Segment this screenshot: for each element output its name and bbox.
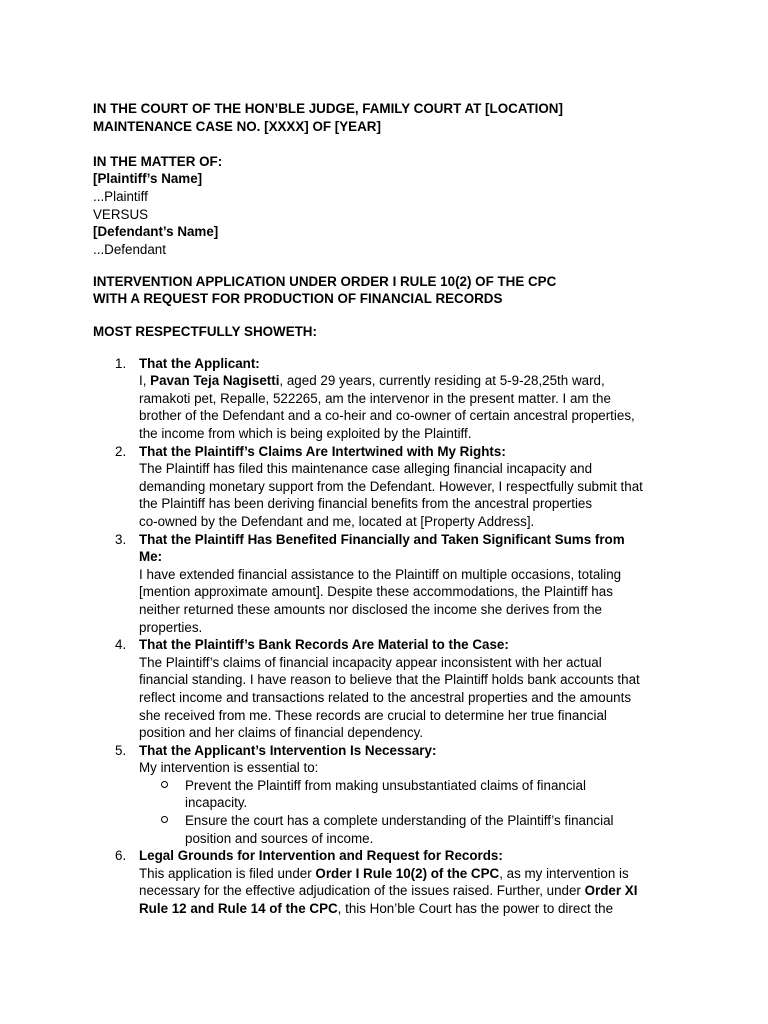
- versus-label: VERSUS: [93, 206, 149, 222]
- sub-item-line: Prevent the Plaintiff from making unsubstantiated claims of financial: [185, 777, 586, 793]
- body-text: This application is filed under: [139, 865, 316, 881]
- item-body-line: the Plaintiff has been deriving financial benefits from the ancestral properties: [139, 496, 593, 512]
- application-subtitle: WITH A REQUEST FOR PRODUCTION OF FINANCIAL RECORDS: [93, 291, 503, 307]
- showeth-heading: MOST RESPECTFULLY SHOWETH:: [93, 323, 317, 339]
- item-body-line: [139, 900, 683, 918]
- plaintiff-name: [Plaintiff’s Name]: [93, 171, 203, 187]
- item-heading: That the Applicant’s Intervention Is Necessary:: [139, 742, 437, 758]
- item-number: 5.: [115, 742, 127, 758]
- item-number: 1.: [115, 355, 127, 371]
- item-body-line: I have extended financial assistance to the Plaintiff on multiple occasions, totaling: [139, 566, 622, 582]
- case-number: MAINTENANCE CASE NO. [XXXX] OF [YEAR]: [93, 118, 381, 134]
- plaintiff-role: ...Plaintiff: [93, 188, 148, 204]
- item-heading: Legal Grounds for Intervention and Request for Records:: [139, 848, 503, 864]
- list-item: [93, 531, 683, 637]
- item-number: 6.: [115, 848, 127, 864]
- item-body-line: brother of the Defendant and a co-heir and co-owner of certain ancestral properties,: [139, 408, 635, 424]
- item-body-line: financial standing. I have reason to believe that the Plaintiff holds bank accounts that: [139, 672, 640, 688]
- sub-item-line: Ensure the court has a complete understanding of the Plaintiff’s financial: [185, 813, 614, 829]
- bold-text: Order XI: [584, 883, 638, 899]
- item-body-line: The Plaintiff has filed this maintenance case alleging financial incapacity and: [139, 461, 593, 477]
- bold-text: Rule 12 and Rule 14 of the CPC: [139, 901, 338, 917]
- body-text: I,: [139, 373, 151, 389]
- court-heading: IN THE COURT OF THE HON’BLE JUDGE, FAMILY COURT AT [LOCATION]: [93, 101, 563, 116]
- matter-label: IN THE MATTER OF:: [93, 153, 223, 169]
- bold-text: Pavan Teja Nagisetti: [150, 373, 280, 389]
- body-text: , this Hon’ble Court has the power to direct the: [337, 901, 614, 917]
- list-item: [93, 355, 683, 443]
- item-body-line: co-owned by the Defendant and me, located at [Property Address].: [139, 513, 535, 529]
- parties-block: [93, 153, 683, 259]
- item-number: 4.: [115, 637, 127, 653]
- item-body-line: The Plaintiff’s claims of financial incapacity appear inconsistent with her actual: [139, 654, 602, 670]
- body-text: necessary for the effective adjudication of the issues raised. Further, under: [139, 883, 585, 899]
- sub-item-line: position and sources of income.: [185, 830, 374, 846]
- sub-list-item: [139, 777, 683, 812]
- item-body-line: she received from me. These records are crucial to determine her true financial: [139, 707, 607, 723]
- sub-item-line: incapacity.: [185, 795, 248, 811]
- document-content: [93, 100, 683, 918]
- item-body-line: [139, 865, 683, 883]
- application-title: INTERVENTION APPLICATION UNDER ORDER I RULE 10(2) OF THE CPC: [93, 273, 557, 289]
- defendant-name: [Defendant’s Name]: [93, 224, 219, 240]
- item-heading: That the Plaintiff Has Benefited Financially and Taken Significant Sums from: [139, 531, 625, 547]
- body-text: , as my intervention is: [499, 865, 629, 881]
- numbered-paragraphs: [93, 355, 683, 918]
- item-body-line: [139, 372, 683, 390]
- hollow-bullet-icon: [161, 816, 168, 823]
- sub-list-item: [139, 812, 683, 847]
- item-body-line: position and her claims of financial dependency.: [139, 725, 424, 741]
- list-item: [93, 443, 683, 531]
- bold-text: Order I Rule 10(2) of the CPC: [315, 865, 500, 881]
- item-heading: That the Plaintiff’s Bank Records Are Material to the Case:: [139, 637, 509, 653]
- item-body-line: My intervention is essential to:: [139, 760, 319, 776]
- item-body-line: properties.: [139, 619, 203, 635]
- item-heading: That the Applicant:: [139, 355, 260, 371]
- list-item: [93, 847, 683, 917]
- item-body-line: demanding monetary support from the Defendant. However, I respectfully submit that: [139, 478, 643, 494]
- item-heading: That the Plaintiff’s Claims Are Intertwined with My Rights:: [139, 443, 506, 459]
- item-body-line: neither returned these amounts nor disclosed the income she derives from the: [139, 601, 602, 617]
- defendant-role: ...Defendant: [93, 241, 166, 257]
- item-body-line: ramakoti pet, Repalle, 522265, am the intervenor in the present matter. I am the: [139, 390, 611, 406]
- item-heading: Me:: [139, 549, 163, 565]
- item-body-line: reflect income and transactions related to the ancestral properties and the amounts: [139, 689, 632, 705]
- list-item: [93, 636, 683, 742]
- list-item: [93, 742, 683, 848]
- hollow-bullet-icon: [161, 781, 168, 788]
- item-body-line: [139, 882, 683, 900]
- sub-list: [139, 777, 683, 847]
- body-text: , aged 29 years, currently residing at 5-9-28,25th ward,: [279, 373, 605, 389]
- item-body-line: the income from which is being exploited by the Plaintiff.: [139, 426, 472, 441]
- item-number: 3.: [115, 531, 127, 547]
- item-body-line: [mention approximate amount]. Despite these accommodations, the Plaintiff has: [139, 584, 613, 600]
- item-number: 2.: [115, 443, 127, 459]
